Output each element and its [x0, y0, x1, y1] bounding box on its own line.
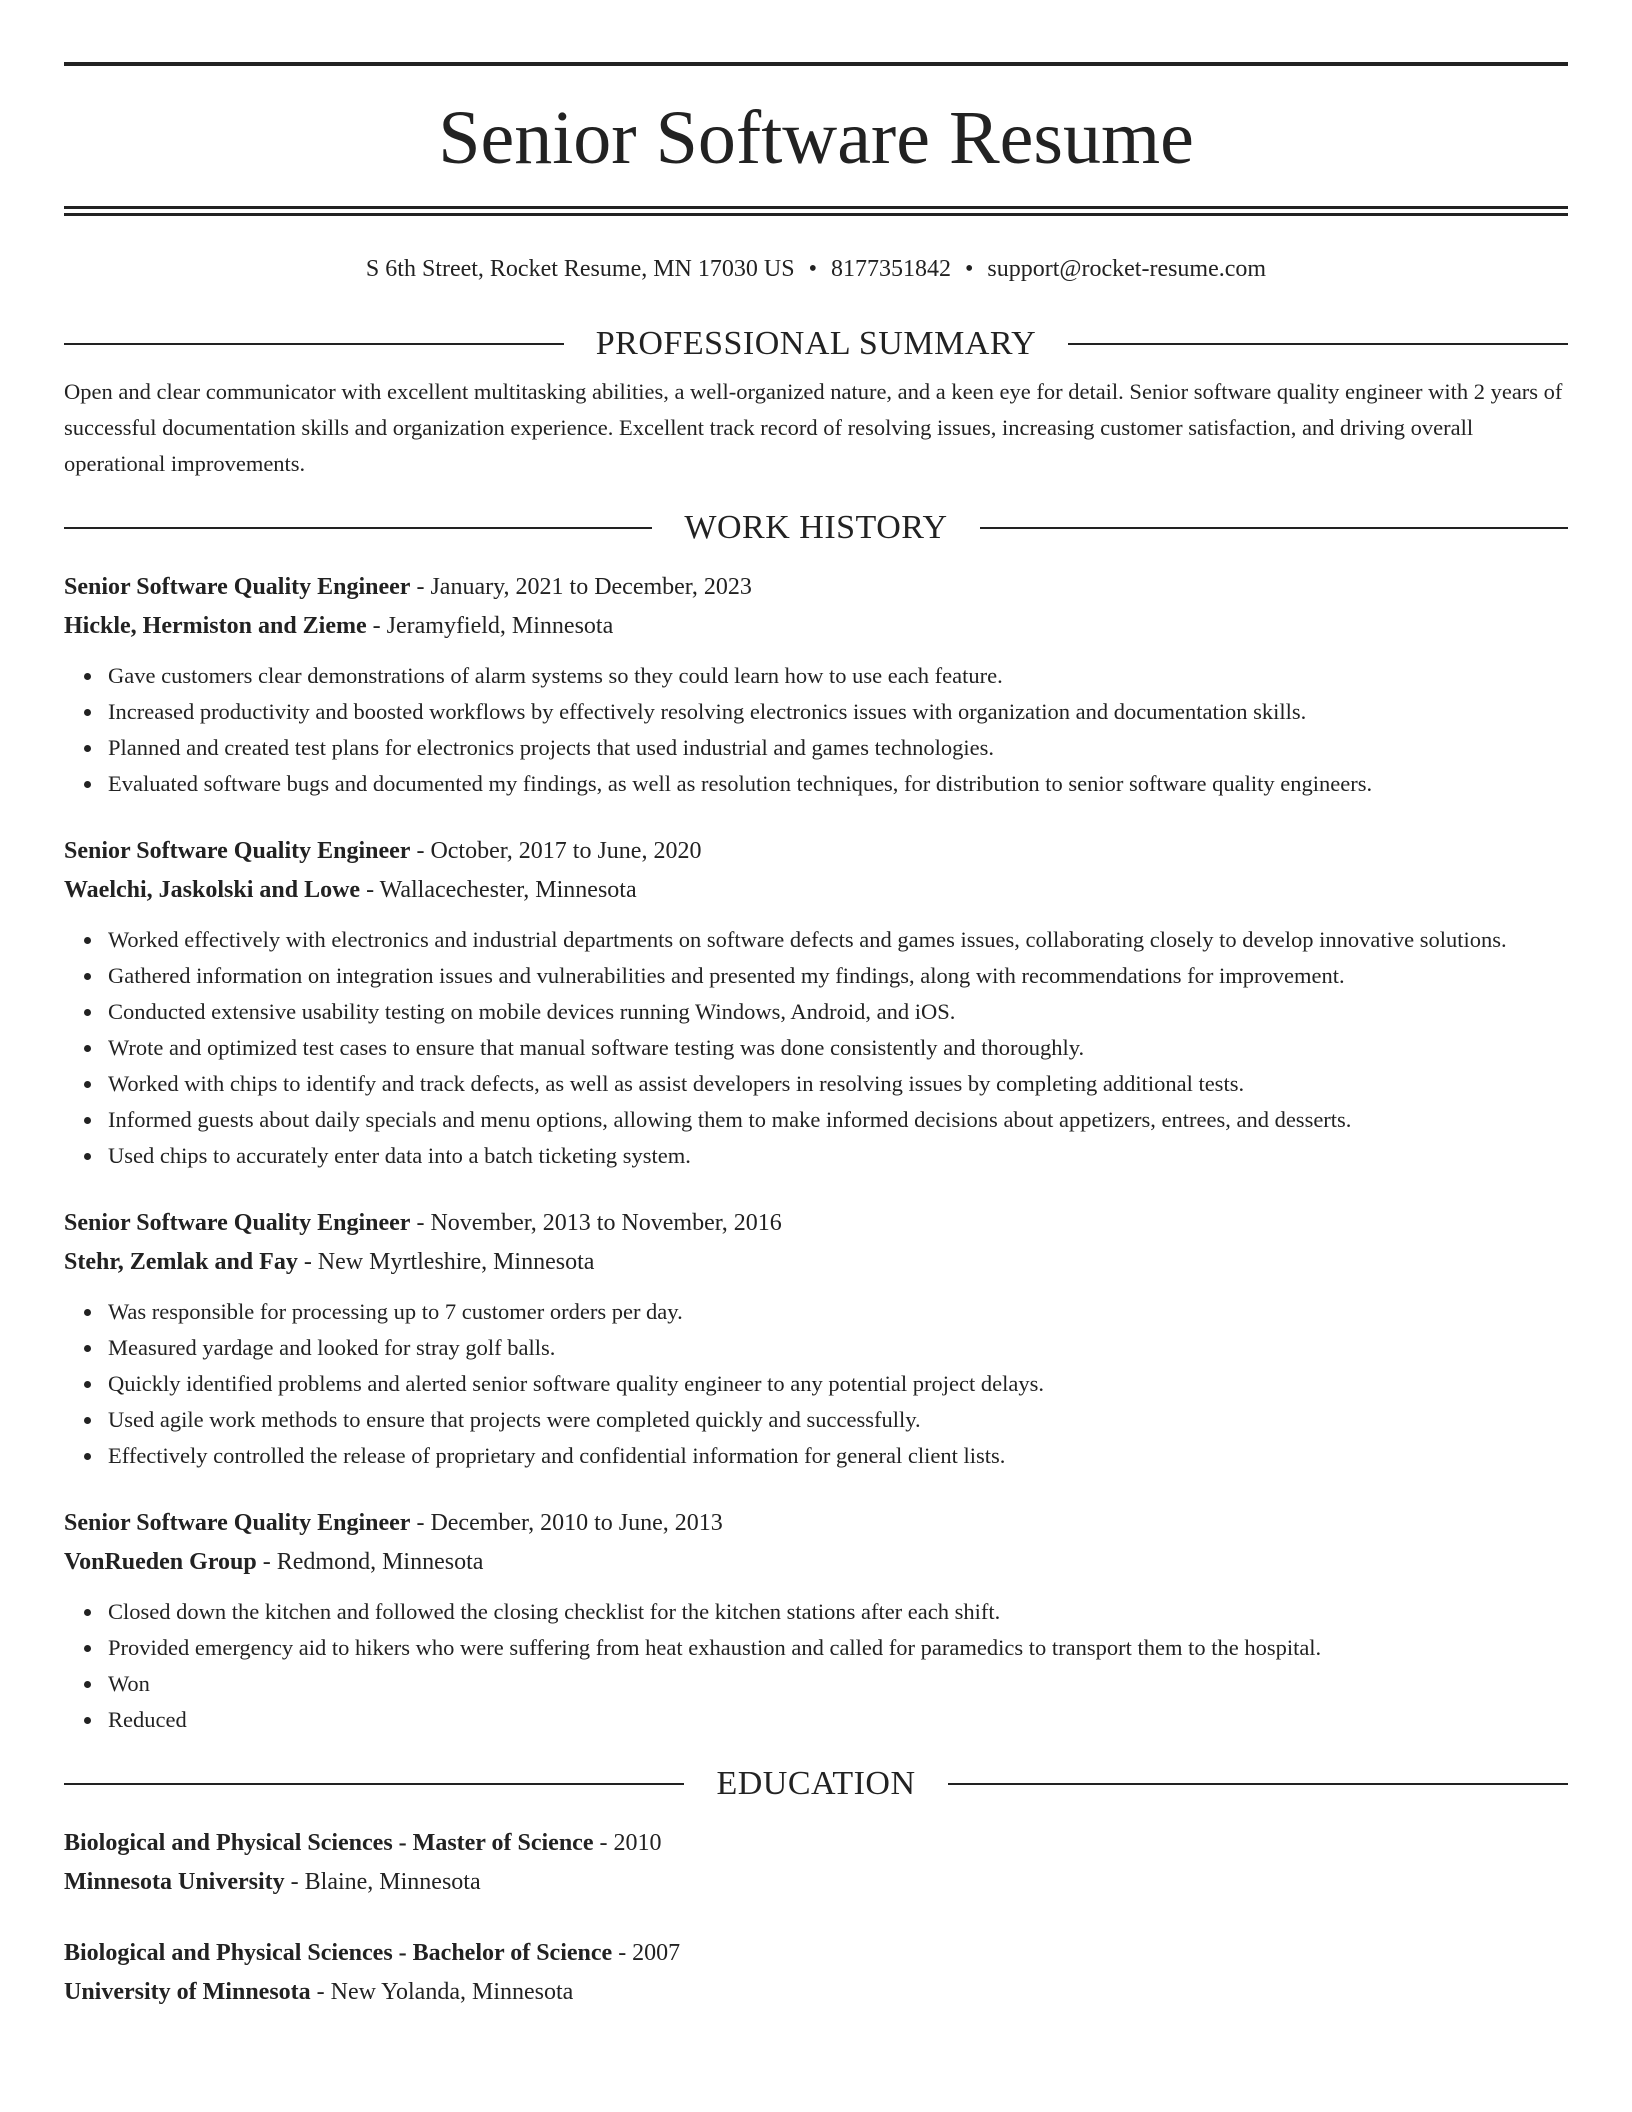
job-location: - Jeramyfield, Minnesota [366, 613, 614, 639]
contact-separator: • [808, 256, 817, 282]
contact-line [64, 252, 1568, 286]
job-bullet: Was responsible for processing up to 7 customer orders per day. [108, 1294, 1568, 1330]
job-bullet: Effectively controlled the release of proprietary and confidential information for general client lists. [108, 1438, 1568, 1474]
job-dates: - December, 2010 to June, 2013 [410, 1510, 723, 1536]
job-bullet: Conducted extensive usability testing on mobile devices running Windows, Android, and iOS. [108, 994, 1568, 1030]
job-bullet: Used chips to accurately enter data into a batch ticketing system. [108, 1138, 1568, 1174]
job-bullet: Worked effectively with electronics and industrial departments on software defects and games issues, collaborating closely to develop innovative solutions. [108, 922, 1568, 958]
job-bullet: Won [108, 1666, 1568, 1702]
education-entry [64, 1824, 1568, 1902]
job-entry [64, 1204, 1568, 1474]
job-location: - Wallacechester, Minnesota [360, 877, 637, 903]
job-title: Senior Software Quality Engineer [64, 838, 411, 864]
job-bullet: Gathered information on integration issues and vulnerabilities and presented my findings, along with recommendations for improvement. [108, 958, 1568, 994]
job-title-line [64, 568, 1568, 607]
job-bullet: Closed down the kitchen and followed the closing checklist for the kitchen stations after each shift. [108, 1594, 1568, 1630]
education-degree: Biological and Physical Sciences - Master of Science [64, 1830, 594, 1856]
job-title-line [64, 1204, 1568, 1243]
job-bullet: Measured yardage and looked for stray golf balls. [108, 1330, 1568, 1366]
job-bullet: Increased productivity and boosted workflows by effectively resolving electronics issues with organization and documentation skills. [108, 694, 1568, 730]
summary-section-heading [64, 324, 1568, 364]
job-bullet: Informed guests about daily specials and menu options, allowing them to make informed decisions about appetizers, entrees, and desserts. [108, 1102, 1568, 1138]
job-bullet: Provided emergency aid to hikers who were suffering from heat exhaustion and called for paramedics to transport them to the hospital. [108, 1630, 1568, 1666]
heading-rule-left [64, 527, 652, 529]
job-bullets [64, 1594, 1568, 1738]
job-bullets [64, 1294, 1568, 1474]
job-bullet: Quickly identified problems and alerted senior software quality engineer to any potential project delays. [108, 1366, 1568, 1402]
education-degree: Biological and Physical Sciences - Bachelor of Science [64, 1940, 613, 1966]
job-title-line [64, 1504, 1568, 1543]
job-title: Senior Software Quality Engineer [64, 574, 411, 600]
heading-rule-left [64, 1783, 684, 1785]
job-company-line [64, 607, 1568, 646]
job-bullets [64, 922, 1568, 1174]
education-school-line [64, 1973, 1568, 2012]
job-title: Senior Software Quality Engineer [64, 1510, 411, 1536]
job-company: Stehr, Zemlak and Fay [64, 1249, 298, 1275]
contact-address: S 6th Street, Rocket Resume, MN 17030 US [365, 256, 795, 282]
job-entry [64, 832, 1568, 1174]
job-dates: - January, 2021 to December, 2023 [410, 574, 752, 600]
contact-separator: • [964, 256, 974, 282]
job-dates: - October, 2017 to June, 2020 [410, 838, 702, 864]
job-title: Senior Software Quality Engineer [64, 1210, 411, 1236]
job-bullet: Reduced [108, 1702, 1568, 1738]
job-company: VonRueden Group [64, 1549, 257, 1575]
education-section-heading [64, 1764, 1568, 1804]
contact-phone: 8177351842 [830, 256, 951, 282]
job-company-line [64, 1243, 1568, 1282]
education-school-line [64, 1863, 1568, 1902]
job-company: Hickle, Hermiston and Zieme [64, 613, 367, 639]
job-bullet: Planned and created test plans for electronics projects that used industrial and games technologies. [108, 730, 1568, 766]
education-location: - New Yolanda, Minnesota [310, 1979, 574, 2005]
summary-text: Open and clear communicator with excellent multitasking abilities, a well-organized nature, and a keen eye for detail. Senior software quality engineer with 2 years of successful documentation skills and organization experience. Excellent track record of resolving issues, increasing customer satisfaction, and driving overall operational improvements. [64, 379, 1563, 476]
page-title: Senior Software Resume [438, 96, 1194, 180]
job-bullet: Wrote and optimized test cases to ensure that manual software testing was done consistently and thoroughly. [108, 1030, 1568, 1066]
job-bullet: Evaluated software bugs and documented my findings, as well as resolution techniques, for distribution to senior software quality engineers. [108, 766, 1568, 802]
contact-email: support@rocket-resume.com [987, 256, 1267, 282]
title-double-rule [64, 206, 1568, 216]
job-entry [64, 1504, 1568, 1738]
job-title-line [64, 832, 1568, 871]
job-bullets [64, 658, 1568, 802]
work-heading-label: WORK HISTORY [684, 509, 948, 546]
education-year: - 2010 [593, 1830, 662, 1856]
job-location: - New Myrtleshire, Minnesota [297, 1249, 595, 1275]
heading-rule-right [1068, 343, 1568, 345]
job-company-line [64, 1543, 1568, 1582]
job-bullet: Gave customers clear demonstrations of alarm systems so they could learn how to use each feature. [108, 658, 1568, 694]
job-dates: - November, 2013 to November, 2016 [410, 1210, 782, 1236]
heading-rule-left [64, 343, 564, 345]
top-rule [64, 62, 1568, 66]
education-heading-label: EDUCATION [716, 1765, 916, 1802]
education-degree-line [64, 1934, 1568, 1973]
job-bullet: Worked with chips to identify and track defects, as well as assist developers in resolving issues by completing additional tests. [108, 1066, 1568, 1102]
heading-rule-right [980, 527, 1568, 529]
heading-rule-right [948, 1783, 1568, 1785]
education-school: Minnesota University [64, 1869, 285, 1895]
job-location: - Redmond, Minnesota [256, 1549, 484, 1575]
work-section-heading [64, 508, 1568, 548]
job-bullet: Used agile work methods to ensure that projects were completed quickly and successfully. [108, 1402, 1568, 1438]
education-location: - Blaine, Minnesota [284, 1869, 481, 1895]
job-entry [64, 568, 1568, 802]
education-degree-line [64, 1824, 1568, 1863]
job-company-line [64, 871, 1568, 910]
education-school: University of Minnesota [64, 1979, 311, 2005]
summary-heading-label: PROFESSIONAL SUMMARY [595, 325, 1037, 362]
education-entry [64, 1934, 1568, 2012]
job-company: Waelchi, Jaskolski and Lowe [64, 877, 361, 903]
education-year: - 2007 [612, 1940, 681, 1966]
